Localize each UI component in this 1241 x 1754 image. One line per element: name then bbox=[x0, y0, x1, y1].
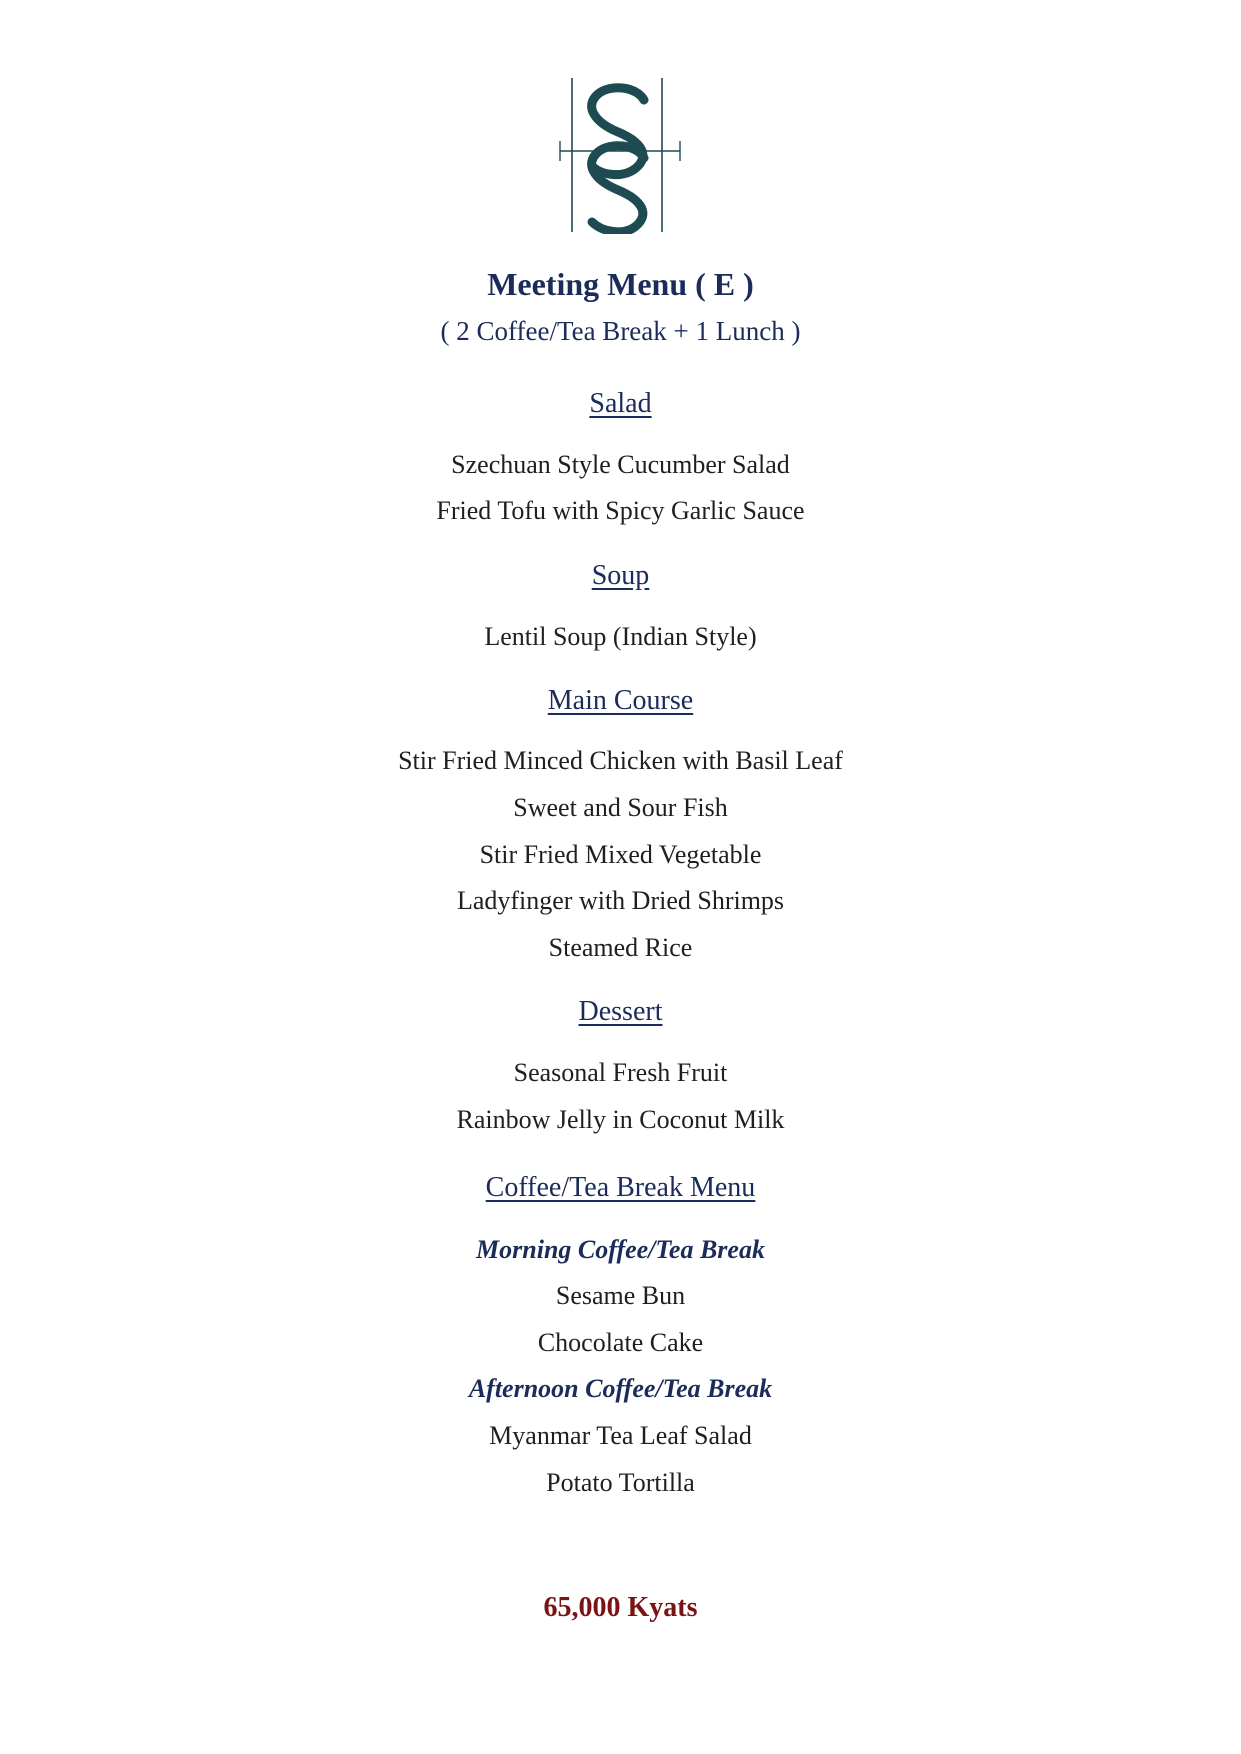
ss-monogram-logo-icon bbox=[558, 76, 682, 234]
subsection-afternoon-break: Afternoon Coffee/Tea Break bbox=[468, 1374, 773, 1403]
menu-title: Meeting Menu ( E ) bbox=[487, 266, 754, 302]
menu-item: Stir Fried Mixed Vegetable bbox=[479, 840, 762, 869]
menu-item: Ladyfinger with Dried Shrimps bbox=[456, 886, 785, 915]
section-heading-main-course: Main Course bbox=[547, 685, 694, 716]
menu-item: Rainbow Jelly in Coconut Milk bbox=[456, 1105, 785, 1134]
menu-item: Seasonal Fresh Fruit bbox=[513, 1058, 728, 1087]
section-heading-salad: Salad bbox=[589, 388, 652, 419]
menu-item: Steamed Rice bbox=[548, 933, 693, 962]
menu-item: Potato Tortilla bbox=[546, 1468, 695, 1497]
menu-subtitle: ( 2 Coffee/Tea Break + 1 Lunch ) bbox=[440, 316, 801, 346]
menu-item: Stir Fried Minced Chicken with Basil Leaf bbox=[398, 746, 843, 775]
section-heading-dessert: Dessert bbox=[578, 996, 663, 1027]
menu-item: Sweet and Sour Fish bbox=[513, 793, 728, 822]
menu-item: Lentil Soup (Indian Style) bbox=[484, 622, 757, 651]
menu-item: Sesame Bun bbox=[555, 1281, 686, 1310]
menu-item: Fried Tofu with Spicy Garlic Sauce bbox=[436, 496, 805, 525]
section-heading-coffee-break: Coffee/Tea Break Menu bbox=[485, 1172, 756, 1203]
menu-price: 65,000 Kyats bbox=[543, 1592, 698, 1623]
menu-item: Myanmar Tea Leaf Salad bbox=[489, 1421, 752, 1450]
menu-item: Szechuan Style Cucumber Salad bbox=[451, 450, 790, 479]
section-heading-soup: Soup bbox=[591, 560, 650, 591]
menu-item: Chocolate Cake bbox=[537, 1328, 704, 1357]
subsection-morning-break: Morning Coffee/Tea Break bbox=[476, 1235, 765, 1264]
